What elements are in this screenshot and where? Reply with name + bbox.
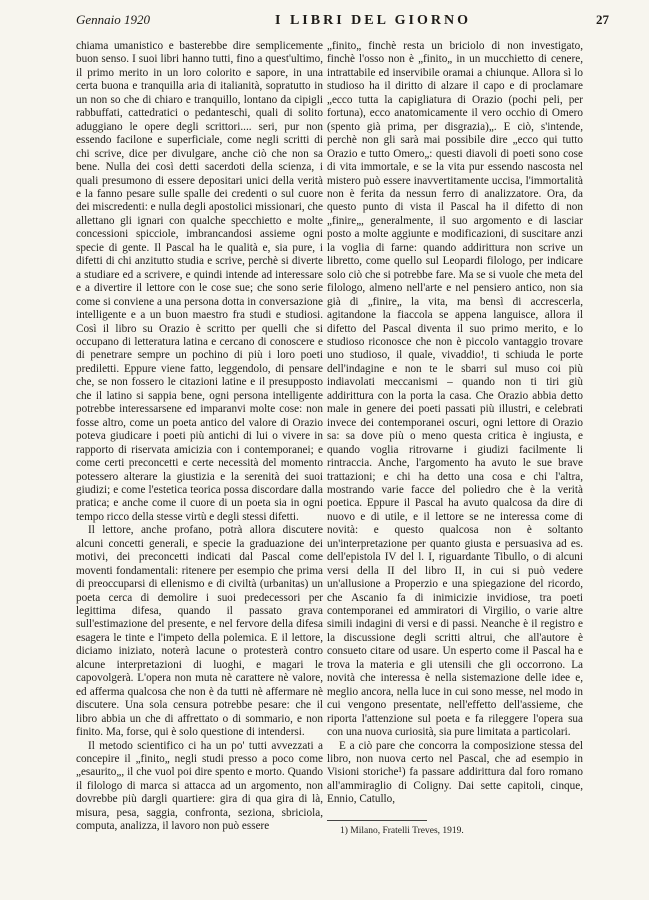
page-number: 27 — [595, 12, 609, 27]
issue-date: Gennaio 1920 — [76, 12, 151, 27]
paragraph: „finito„ finchè resta un briciolo di non investigato, finchè l'osso non è „finito„ in un mucchietto di cenere, intrattabile ed inservibile oramai a chiunque. Allora sì lo studioso ha il diritto di alzare il capo e di proclamare „ecco tutta la capigliatura di Orazio (pochi peli, per fortuna), ecco anatomicamente il vero occhio di Omero (spento già prima, per disgrazia)„. E ciò, s'intende, perchè non gli sarà mai possibile dire „ecco qui tutto Orazio e tutto Omero„: questi diavoli di poeti sono cose di vita immortale, e se la vita pur essendo nascosta nel mistero può essere inavvertitamente uccisa, l'immortalità non è ferita da nessun ferro di analizzatore. Ora, da questo punto di vista il Pascal ha il difetto di non „finire„, generalmente, il suo argomento e di lasciar posto a molte aggiunte e modificazioni, di suscitare anzi la voglia di farne: quando addirittura non scrive un libretto, come quello sul Leopardi filologo, per indicare solo ciò che si potrebbe fare. Ma se si vuole che meta del filologo, almeno nell'arte e nel pensiero antico, non sia già di „finire„ la vita, ma bensì di accrescerla, agitandone la fiaccola se appena languisce, allora il difetto del Pascal diventa il suo primo merito, e lo studioso riconosce che non è piccolo vantaggio trovare uno studioso, il quale, vivaddio!, ti schiuda le porte dell'indagine e non te le sbarri sul muso coi più indiavolati meccanismi – quando non ti tiri giù addirittura con la porta la casa. Che Orazio abbia detto male in genere dei poeti passati più illustri, e celebrati invece dei contemporanei oscuri, ogni lettore di Orazio sa: sa dove più o meno questa critica è ingiusta, e quando voglia ritrovarne i giudizi facilmente li rintraccia. Anche, l'argomento ha avuto le sue brave trattazioni; e chi ha detto una cosa e chi l'altra, mostrando varie facce del poliedro che è la verità poetica. Eppure il Pascal ha avuto qualcosa da dire di nuovo e di utile, e il lettore se ne interessa come di novità: e questo qualcosa non è soltanto un'interpretazione per quanto giusta e persuasiva ad es. dell'epistola IV del l. I, riguardante Tibullo, o di alcuni versi della II del libro II, in cui si può vedere un'allusione a Properzio e una spiegazione del ricordo, che Ascanio fa di inimicizie invidiose, tra poeti contemporanei ed ammiratori di Virgilio, o varie altre simili indagini di versi e di passi. Neanche è il registro e la discussione degli scritti altrui, che all'autore è consueto citare od usare. Un esperto come il Pascal ha e trova la materia e gli utensili che gli occorrono. La novità che interessa è nella sistemazione delle idee e, meglio ancora, nella luce in cui sono messe, nel modo in cui vengono presentate, nell'effetto dell'assieme, che riporta l'attenzione sul poeta e fa rileggere l'opera sua con una nuova curiosità, sia pure limitata a particolari. — [327, 40, 583, 739]
paragraph: Il lettore, anche profano, potrà allora discutere alcuni concetti generali, e specie la graduazione dei motivi, dei preconcetti indicati dal Pascal come moventi fondamentali: ritenere per esempio che prima di preoccuparsi di ellenismo e di civiltà (urbanitas) un poeta cerca di demolire i suoi predecessori per legittima difesa, quando il passato grava sull'estimazione del presente, e nel fervore della difesa esagera le tinte e l'impeto della polemica. E il lettore, diciamo iniziato, noterà lacune o protesterà contro alcune interpretazioni di luoghi, e magari le capovolgerà. L'opera non muta nè carattere nè valore, ed afferma qualcosa che non è da tutti nè affermare nè discutere. Una sola censura potrebbe pesare: che il libro abbia un che di affrettato o di sommario, e non finito. Ma, forse, qui è solo questione di intendersi. — [76, 524, 323, 739]
right-column — [327, 40, 583, 807]
running-header — [76, 12, 609, 34]
journal-title: I LIBRI DEL GIORNO — [275, 13, 471, 28]
footnote: 1) Milano, Fratelli Treves, 1919. — [340, 826, 464, 836]
paragraph: chiama umanistico e basterebbe dire semplicemente buon senso. I suoi libri hanno tutti, fino a quest'ultimo, il primo merito in un loro colorito e sapore, in una certa buona e tranquilla aria di italianità, sopratutto in un non so che di chiaro e tranquillo, lontano da cipigli rabbuffati, cattedratici o pedanteschi, quali di solito aduggiano le opere degli scrittori.... seri, pur non essendo facilone e superficiale, come negli scritti di chi scrive, dice per divulgare, anche ciò che non sa bene. Nulla dei così detti sacerdoti della scienza, i quali presumono di essere depositari unici della verità e la fanno pesare sulle spalle dei credenti o sul cuore dei miscredenti: e nulla degli apostolici missionari, che allettano gli ignari con qualche specchietto e molte concessioni spicciole, imbrancandosi assieme ogni specie di gente. Il Pascal ha le qualità e, sia pure, i difetti di chi anzitutto studia e scrive, perchè si diverte a studiare ed a scrivere, e quindi intende ad interessare e a divertire il lettore con le cose sue; che sono serie come si conviene a una persona dotta in conversazione intelligente e a un buon maestro fra studi e studiosi. Così il libro su Orazio è scritto per quelli che si occupano di letteratura latina e cercano di conoscere e di penetrare sempre un pochino di più i loro poeti prediletti. Eppure viene fatto, leggendolo, di pensare che, se non fossero le citazioni latine e il presupposto che il latino si sappia bene, ogni persona intelligente potrebbe interessarsene ed imparanvi molte cose: non fosse altro, come un poeta antico del valore di Orazio poteva giudicare i poeti più antichi di lui o vivere in rapporto di riservata amicizia con i contemporanei; e come certi preconcetti e certe necessità del momento potessero alterare la giustizia e la serenità dei suoi giudizi; e come l'estetica teorica possa discordare dalla pratica; e anche come il cuore di un poeta sia in ogni tempo ricco della stesse virtù e degli stessi difetti. — [76, 40, 323, 523]
footnote-divider — [327, 820, 427, 821]
paragraph: Il metodo scientifico ci ha un po' tutti avvezzati a concepire il „finito„ negli studi presso a poco come „esaurito„, il che vuol poi dire spento e morto. Quando il filologo di marca si attacca ad un argomento, non dovrebbe più dargli quartiere: gira di qua gira di là, misura, pesa, saggia, confronta, seziona, sbriciola, computa, analizza, il lavoro non può essere — [76, 739, 323, 833]
left-column — [76, 40, 323, 834]
paragraph: E a ciò pare che concorra la composizione stessa del libro, non nuova certo nel Pascal, che ad esempio in Visioni storiche¹) fa passare addirittura dal foro romano all'ammiraglio di Coligny. Dai sette capitoli, cinque, Ennio, Catullo, — [327, 739, 583, 806]
